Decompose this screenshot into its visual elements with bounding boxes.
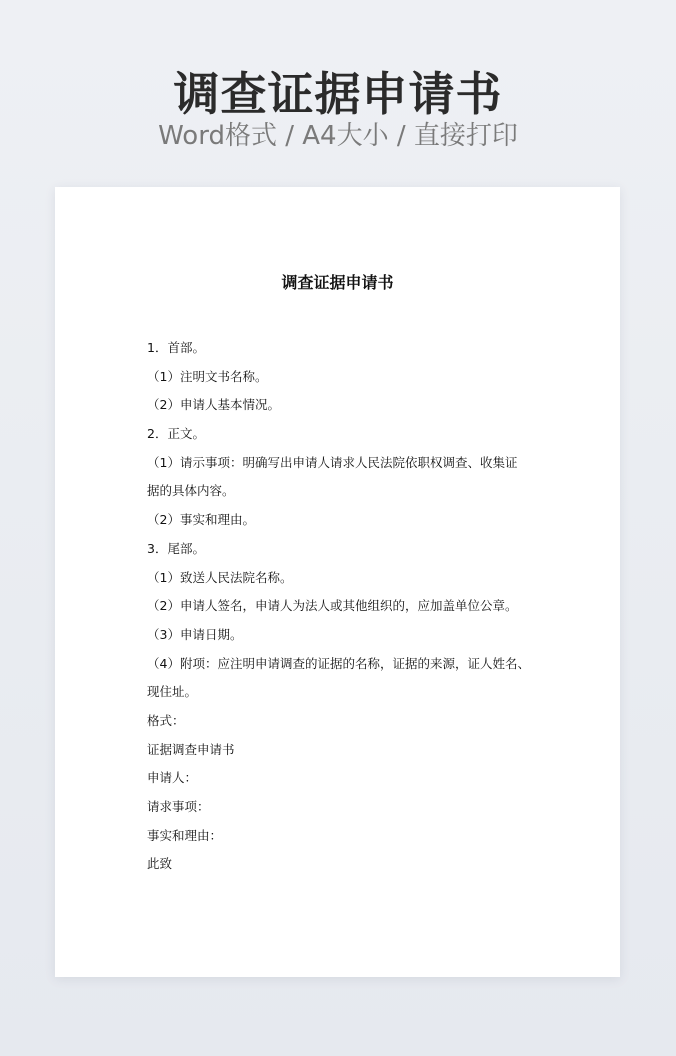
document-line: 格式： bbox=[147, 712, 185, 728]
document-line: （2）申请人基本情况。 bbox=[147, 397, 280, 413]
document-line: （1）请示事项：明确写出申请人请求人民法院依职权调查、收集证 bbox=[147, 454, 518, 470]
document-body bbox=[147, 334, 543, 879]
document-line: （4）附项：应注明申请调查的证据的名称，证据的来源，证人姓名、 bbox=[147, 655, 530, 671]
document-line: （1）注明文书名称。 bbox=[147, 368, 268, 384]
document-line: 据的具体内容。 bbox=[147, 483, 235, 499]
document-line: 申请人： bbox=[147, 770, 198, 786]
document-line: （1）致送人民法院名称。 bbox=[147, 569, 293, 585]
document-line: 1．首部。 bbox=[147, 340, 205, 355]
document-line: （3）申请日期。 bbox=[147, 626, 243, 642]
document-line: 此致 bbox=[147, 856, 173, 872]
document-title: 调查证据申请书 bbox=[281, 273, 394, 292]
document-line: 证据调查申请书 bbox=[147, 741, 235, 757]
document-page bbox=[55, 187, 620, 977]
document-line: 请求事项： bbox=[147, 799, 210, 814]
banner-title: 调查证据申请书 bbox=[173, 67, 503, 121]
banner-subtitle: Word格式 / A4大小 / 直接打印 bbox=[158, 121, 518, 151]
document-line: （2）事实和理由。 bbox=[147, 512, 255, 528]
document-line: （2）申请人签名，申请人为法人或其他组织的，应加盖单位公章。 bbox=[147, 598, 518, 614]
document-line: 事实和理由： bbox=[147, 827, 223, 843]
document-line: 3．尾部。 bbox=[147, 540, 205, 556]
header-banner bbox=[0, 0, 676, 186]
document-line: 2．正文。 bbox=[147, 426, 205, 442]
document-line: 现住址。 bbox=[147, 684, 198, 700]
